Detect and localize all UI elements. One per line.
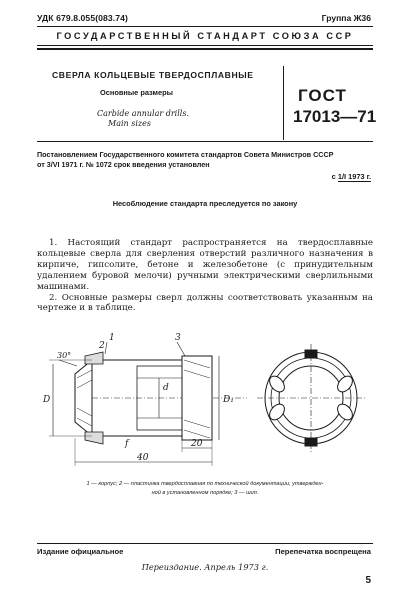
standard-title: СВЕРЛА КОЛЬЦЕВЫЕ ТВЕРДОСПЛАВНЫЕ xyxy=(52,70,254,80)
dim-f: f xyxy=(125,439,129,449)
dim-d: d xyxy=(163,383,169,393)
effective-date xyxy=(332,172,371,181)
state-standard-banner: ГОСУДАРСТВЕННЫЙ СТАНДАРТ СОЮЗА ССР xyxy=(56,31,354,41)
effective-date-value: 1/I 1973 г. xyxy=(337,172,371,181)
drawing-caption xyxy=(37,480,373,498)
decree-line-2: от 3/VI 1971 г. № 1072 срок введения установлен xyxy=(37,160,210,169)
top-rule xyxy=(37,26,373,27)
dim-D: D xyxy=(43,395,51,405)
group-code: Группа Ж36 xyxy=(321,13,371,23)
dim-20: 20 xyxy=(191,439,203,449)
page-number: 5 xyxy=(365,575,371,586)
english-title-line2: Main sizes xyxy=(108,119,151,128)
callout-2: 2 xyxy=(99,341,105,351)
title-divider xyxy=(283,66,284,140)
gost-label: ГОСТ xyxy=(298,86,347,105)
caption-line-2: ной в установленном порядке; 3 — шип. xyxy=(151,490,259,496)
callout-1: 1 xyxy=(109,333,115,343)
drill-side-view xyxy=(49,342,247,466)
english-title-line1: Carbide annular drills. xyxy=(97,109,189,118)
body-text xyxy=(37,238,373,314)
reissue-note: Переиздание. Апрель 1973 г. xyxy=(141,562,269,572)
dim-D1: D₁ xyxy=(223,395,234,405)
official-edition: Издание официальное xyxy=(37,547,124,556)
decree-line-1: Постановлением Государственного комитета стандартов Совета Министров СССР xyxy=(37,150,334,159)
drill-front-view xyxy=(257,344,365,452)
angle-label: 30° xyxy=(57,351,72,360)
standard-subtitle: Основные размеры xyxy=(100,88,173,97)
footer-rule xyxy=(37,543,373,544)
banner-rule-2 xyxy=(37,48,373,50)
udk-code: УДК 679.8.055(083.74) xyxy=(37,13,129,23)
drill-drawing xyxy=(37,330,373,470)
caption-line-1: 1 — корпус; 2 — пластинка твердосплавная по технической документации, утвержден- xyxy=(86,481,324,487)
paragraph-1: 1. Настоящий стандарт распространяется на твердосплавные кольцевые сверла для сверления отверстий различного назначения в кирпиче, гипсолите, бетоне и железобетоне (с принудительным удалением буровой мелочи) ручными электрическими сверлильными машинами. xyxy=(37,238,373,292)
violation-notice: Несоблюдение стандарта преследуется по закону xyxy=(112,199,298,208)
dim-40: 40 xyxy=(137,453,149,463)
paragraph-2: 2. Основные размеры сверл должны соответствовать указанным на чертеже и в таблице. xyxy=(37,292,373,314)
banner-rule-1 xyxy=(37,45,373,46)
reprint-prohibited: Перепечатка воспрещена xyxy=(275,547,371,556)
callout-3: 3 xyxy=(175,333,181,343)
gost-number: 17013—71 xyxy=(293,107,377,126)
title-block-rule xyxy=(37,141,373,142)
effective-date-label: с xyxy=(331,172,336,181)
